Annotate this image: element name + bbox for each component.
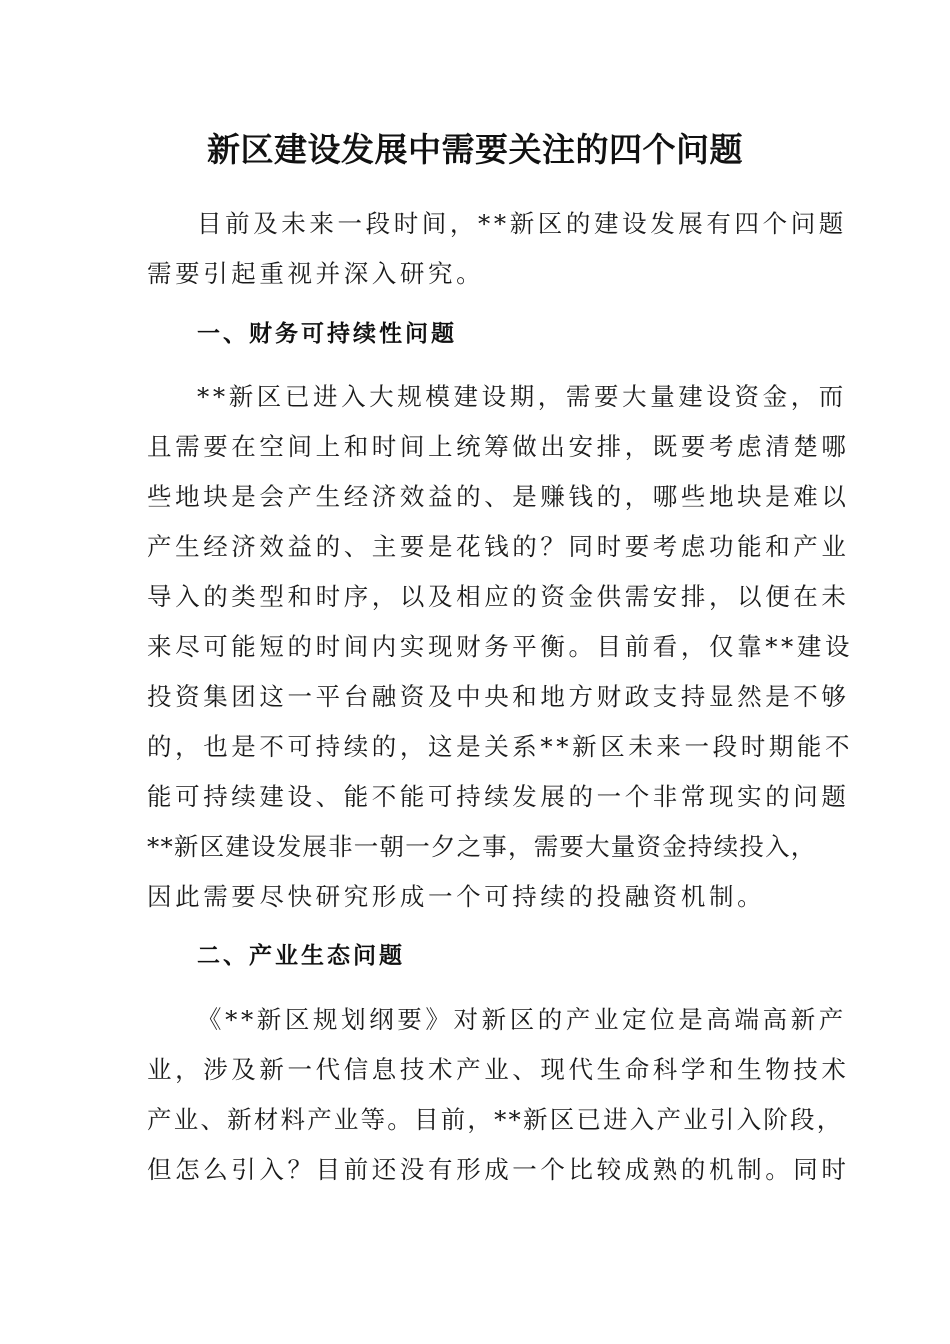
paragraph-line: 产业、新材料产业等。目前，**新区已进入产业引入阶段，	[147, 1105, 844, 1134]
paragraph-line: 目前及未来一段时间，**新区的建设发展有四个问题	[197, 209, 847, 238]
paragraph-line: **新区已进入大规模建设期，需要大量建设资金，而	[197, 382, 847, 411]
paragraph-line: **新区建设发展非一朝一夕之事，需要大量资金持续投入，	[147, 832, 817, 861]
paragraph-line: 因此需要尽快研究形成一个可持续的投融资机制。	[147, 882, 766, 911]
paragraph-line: 投资集团这一平台融资及中央和地方财政支持显然是不够	[147, 682, 850, 711]
paragraph-line: 来尽可能短的时间内实现财务平衡。目前看，仅靠**建设	[147, 632, 854, 661]
section-industry-paragraph	[147, 995, 850, 1195]
paragraph-line: 《**新区规划纲要》对新区的产业定位是高端高新产	[197, 1005, 847, 1034]
document-title: 新区建设发展中需要关注的四个问题	[207, 130, 743, 169]
paragraph-line: 导入的类型和时序，以及相应的资金供需安排，以便在未	[147, 582, 850, 611]
intro-paragraph	[147, 199, 847, 299]
paragraph-line: 但怎么引入？目前还没有形成一个比较成熟的机制。同时	[147, 1155, 850, 1184]
paragraph-line: 需要引起重视并深入研究。	[147, 259, 485, 288]
section-heading-finance: 一、财务可持续性问题	[197, 321, 457, 347]
paragraph-line: 的，也是不可持续的，这是关系**新区未来一段时期能不	[147, 732, 854, 761]
paragraph-line: 产生经济效益的、主要是花钱的？同时要考虑功能和产业	[147, 532, 850, 561]
paragraph-line: 些地块是会产生经济效益的、是赚钱的，哪些地块是难以	[147, 482, 850, 511]
paragraph-line: 能可持续建设、能不能可持续发展的一个非常现实的问题	[147, 782, 850, 811]
paragraph-line: 且需要在空间上和时间上统筹做出安排，既要考虑清楚哪	[147, 432, 850, 461]
paragraph-line: 业，涉及新一代信息技术产业、现代生命科学和生物技术	[147, 1055, 850, 1084]
section-heading-industry: 二、产业生态问题	[197, 943, 405, 969]
section-finance-paragraph	[147, 372, 854, 922]
